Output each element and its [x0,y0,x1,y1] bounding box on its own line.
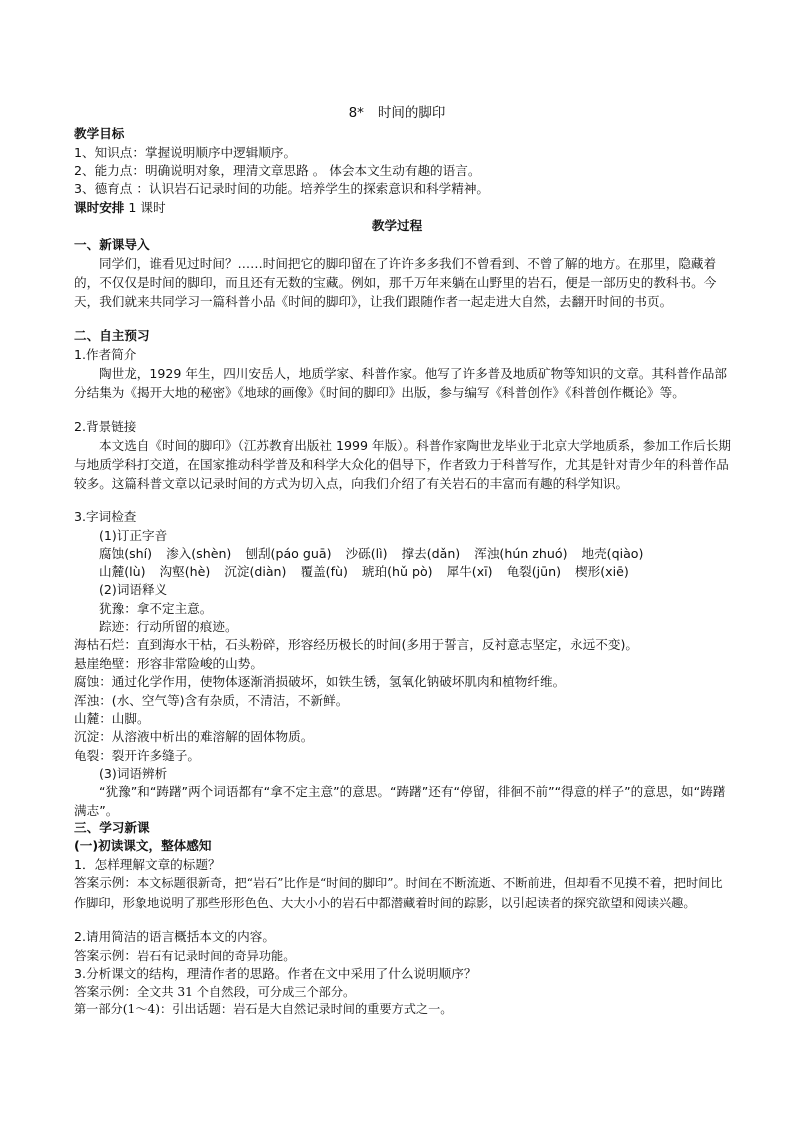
answer-label: 答案示例： [74,948,137,963]
section-heading-preview: 二、自主预习 [74,328,150,343]
subsection-heading: (一)初读课文，整体感知 [74,838,212,853]
pronunciation-item: 刨刮(páo guā) [245,546,332,561]
background-paragraph: 本文选自《时间的脚印》（江苏教育出版社 1999 年版）。科普作家陶世龙毕业于北京大学地质系，参加工作后长期与地质学科打交道，在国家推动科学普及和科学大众化的倡导下，作者致力于科普写作，尤其是针对青少年的科普作品较多。这篇科普文章以记录时间的方式为切入点，向我们介绍了有关岩石的丰富而有趣的科学知识。 [74,438,731,491]
pronunciation-heading: (1)订正字音 [99,528,168,543]
pronunciation-row-2 [99,562,734,581]
definition-item: 悬崖绝壁：形容非常险峻的山势。 [74,656,263,671]
pronunciation-item: 龟裂(jūn) [506,564,562,579]
page-title [0,104,794,123]
answer-text: 本文标题很新奇，把“岩石”比作是“时间的脚印”。时间在不断流逝、不断前进，但却看不见摸不着，把时间比作脚印，形象地说明了那些形形色色、大大小小的岩石中都潜藏着时间的踪影，以引起读者的探究欲望和阅读兴趣。 [74,876,723,910]
pronunciation-item: 沟壑(hè) [159,564,211,579]
answer-text: 岩石有记录时间的奇异功能。 [136,949,296,963]
answer-text: 全文共 31 个自然段，可分成三个部分。 [136,985,356,999]
definition-item: 腐蚀：通过化学作用，使物体逐渐消损破坏，如铁生锈，氢氧化钠破坏肌肉和植物纤维。 [74,674,566,689]
background-heading: 2.背景链接 [74,419,137,434]
pronunciation-item: 覆盖(fù) [300,564,348,579]
pronunciation-item: 山麓(lù) [99,564,146,579]
pronunciation-item: 地壳(qiào) [581,546,644,561]
schedule-line [74,198,734,217]
definition-item: 山麓：山脚。 [74,711,150,726]
goal-item: 2、能力点：明确说明对象，理清文章思路 。 体会本文生动有趣的语言。 [74,163,481,178]
lesson-number: 8* [348,105,364,121]
answer-label: 答案示例： [74,875,137,890]
part-1-label: 第一部分(1～4)： [74,1002,173,1016]
answer-label: 答案示例： [74,984,137,999]
pronunciation-item: 腐蚀(shí) [99,546,153,561]
distinction-paragraph: “犹豫”和“踌躇”两个词语都有“拿不定主意”的意思。“踌躇”还有“停留，徘徊不前”“得意的样子”的意思，如“踌躇满志”。 [74,784,726,818]
section-heading-new-lesson: 三、学习新课 [74,820,150,835]
definition-item: 踪迹：行动所留的痕迹。 [99,619,238,634]
part-1-line [74,1000,734,1019]
section-heading-intro: 一、新课导入 [74,237,150,252]
pronunciation-item: 楔形(xiē) [575,564,629,579]
definition-item: 沉淀：从溶液中析出的难溶解的固体物质。 [74,729,314,744]
definition-item: 犹豫：拿不定主意。 [99,601,213,616]
pronunciation-item: 琥珀(hǔ pò) [361,564,433,579]
part-1-text: 引出话题：岩石是大自然记录时间的重要方式之一。 [172,1002,453,1016]
answer-3 [74,982,734,1002]
author-heading: 1.作者简介 [74,347,137,362]
author-paragraph: 陶世龙，1929 年生，四川安岳人，地质学家、科普作家。他写了许多普及地质矿物等知识的文章。其科普作品部分结集为《揭开大地的秘密》《地球的画像》《时间的脚印》出版，参与编写《科普创作》《科普创作概论》等。 [74,366,727,400]
pronunciation-item: 沙砾(lì) [345,546,388,561]
definitions-heading: (2)词语释义 [99,582,168,597]
answer-1 [74,873,734,913]
process-heading: 教学过程 [371,218,423,233]
pronunciation-item: 撑去(dǎn) [401,546,461,561]
question-3: 3.分析课文的结构，理清作者的思路。作者在文中采用了什么说明顺序？ [74,966,477,981]
lesson-title: 时间的脚印 [377,105,446,121]
pronunciation-item: 渗入(shèn) [166,546,232,561]
distinction-heading: (3)词语辨析 [99,766,168,781]
question-1: 1．怎样理解文章的标题？ [74,857,221,872]
schedule-value: 1 课时 [128,200,166,215]
pronunciation-item: 犀牛(xī) [446,564,493,579]
intro-paragraph: 同学们，谁看见过时间？……时间把它的脚印留在了许许多多我们不曾看到、不曾了解的地方。在那里，隐藏着的，不仅仅是时间的脚印，而且还有无数的宝藏。例如，那千万年来躺在山野里的岩石，便是一部历史的教科书。今天，我们就来共同学习一篇科普小品《时间的脚印》，让我们跟随作者一起走进大自然，去翻开时间的书页。 [74,256,717,309]
question-2: 2.请用简洁的语言概括本文的内容。 [74,929,275,944]
definition-item: 浑浊：(水、空气等)含有杂质，不清洁，不新鲜。 [74,693,349,708]
goal-item: 1、知识点：掌握说明顺序中逻辑顺序。 [74,145,297,160]
goal-item: 3、德育点 ：认识岩石记录时间的功能。培养学生的探索意识和科学精神。 [74,181,490,196]
definition-item: 海枯石烂：直到海水干枯，石头粉碎，形容经历极长的时间(多用于誓言，反衬意志坚定，永远不变)。 [74,637,638,652]
schedule-label: 课时安排 [74,200,125,215]
goals-heading: 教学目标 [74,126,125,141]
answer-2 [74,946,734,966]
pronunciation-item: 沉淀(diàn) [224,564,287,579]
pronunciation-item: 浑浊(hún zhuó) [474,546,568,561]
pronunciation-row-1 [99,544,734,563]
definition-item: 龟裂：裂开许多缝子。 [74,748,200,763]
words-heading: 3.字词检查 [74,509,137,524]
